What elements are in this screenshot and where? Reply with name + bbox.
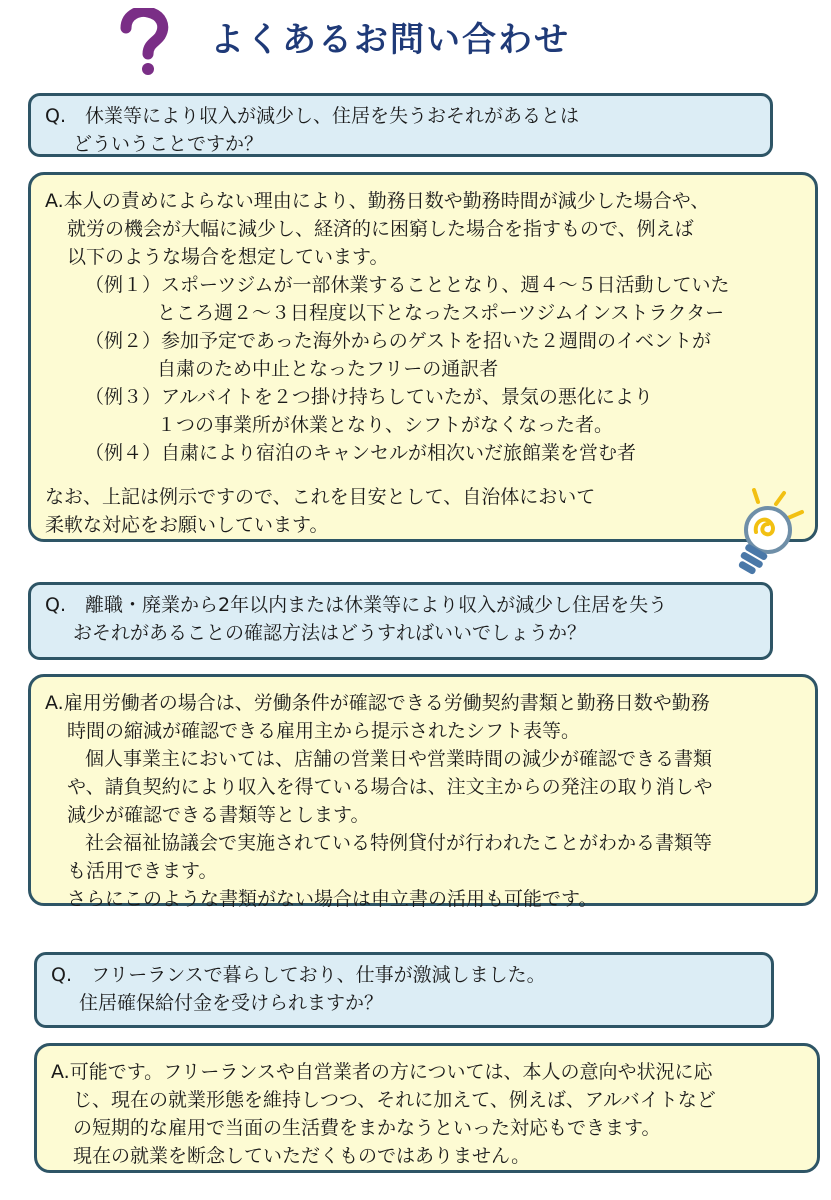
answer-line: や、請負契約により収入を得ている場合は、注文主からの発注の取り消しや — [67, 776, 713, 798]
answer-line: も活用できます。 — [67, 860, 218, 882]
answer-box-3 — [34, 1043, 820, 1173]
answer-line: A.雇用労働者の場合は、労働条件が確認できる労働契約書類と勤務日数や勤務 — [45, 692, 710, 714]
example-line: （例３）アルバイトを２つ掛け持ちしていたが、景気の悪化により — [85, 386, 653, 408]
answer-line: さらにこのような書類がない場合は申立書の活用も可能です。 — [67, 888, 598, 910]
answer-line: 個人事業主においては、店舗の営業日や営業時間の減少が確認できる書類 — [85, 748, 713, 770]
example-line: ところ週２～３日程度以下となったスポーツジムインストラクター — [157, 302, 725, 324]
answer-line: A.可能です。フリーランスや自営業者の方については、本人の意向や状況に応 — [51, 1061, 713, 1083]
question-box-3 — [34, 952, 774, 1028]
answer-line: 就労の機会が大幅に減少し、経済的に困窮した場合を指すもので、例えば — [67, 218, 694, 240]
question-box-1 — [28, 93, 773, 157]
light-bulb-icon — [718, 488, 808, 580]
answer-line: なお、上記は例示ですので、これを目安として、自治体において — [45, 486, 596, 508]
answer-line: 社会福祉協議会で実施されている特例貸付が行われたことがわかる書類等 — [85, 832, 713, 854]
answer-line: 以下のような場合を想定しています。 — [67, 246, 389, 268]
answer-line: じ、現在の就業形態を維持しつつ、それに加えて、例えば、アルバイトなど — [73, 1089, 716, 1111]
page-title: よくあるお問い合わせ — [210, 20, 570, 60]
answer-line: 時間の縮減が確認できる雇用主から提示されたシフト表等。 — [67, 720, 581, 742]
question-line: どういうことですか？ — [73, 133, 264, 155]
question-line: Q. フリーランスで暮らしており、仕事が激減しました。 — [51, 964, 546, 986]
answer-line: の短期的な雇用で当面の生活費をまかなうといった対応もできます。 — [73, 1117, 661, 1139]
example-line: （例４）自粛により宿泊のキャンセルが相次いだ旅館業を営む者 — [85, 442, 637, 464]
example-line: 自粛のため中止となったフリーの通訳者 — [157, 358, 499, 380]
answer-box-2 — [28, 674, 818, 910]
answer-line: 減少が確認できる書類等とします。 — [67, 804, 370, 826]
example-line: （例１）スポーツジムが一部休業することとなり、週４～５日活動していた — [85, 274, 730, 296]
answer-line: A.本人の責めによらない理由により、勤務日数や勤務時間が減少した場合や、 — [45, 190, 710, 212]
question-line: Q. 休業等により収入が減少し、住居を失うおそれがあるとは — [45, 105, 579, 127]
answer-line: 現在の就業を断念していただくものではありません。 — [73, 1145, 531, 1167]
answer-line: 柔軟な対応をお願いしています。 — [45, 514, 329, 536]
question-line: 住居確保給付金を受けられますか？ — [79, 992, 384, 1014]
question-line: おそれがあることの確認方法はどうすればいいでしょうか？ — [73, 622, 587, 644]
question-box-2 — [28, 582, 773, 660]
example-line: １つの事業所が休業となり、シフトがなくなった者。 — [157, 414, 614, 436]
answer-box-1 — [28, 172, 818, 542]
question-mark-icon — [118, 8, 174, 76]
question-line: Q. 離職・廃業から2年以内または休業等により収入が減少し住居を失う — [45, 594, 668, 616]
example-line: （例２）参加予定であった海外からのゲストを招いた２週間のイベントが — [85, 330, 712, 352]
